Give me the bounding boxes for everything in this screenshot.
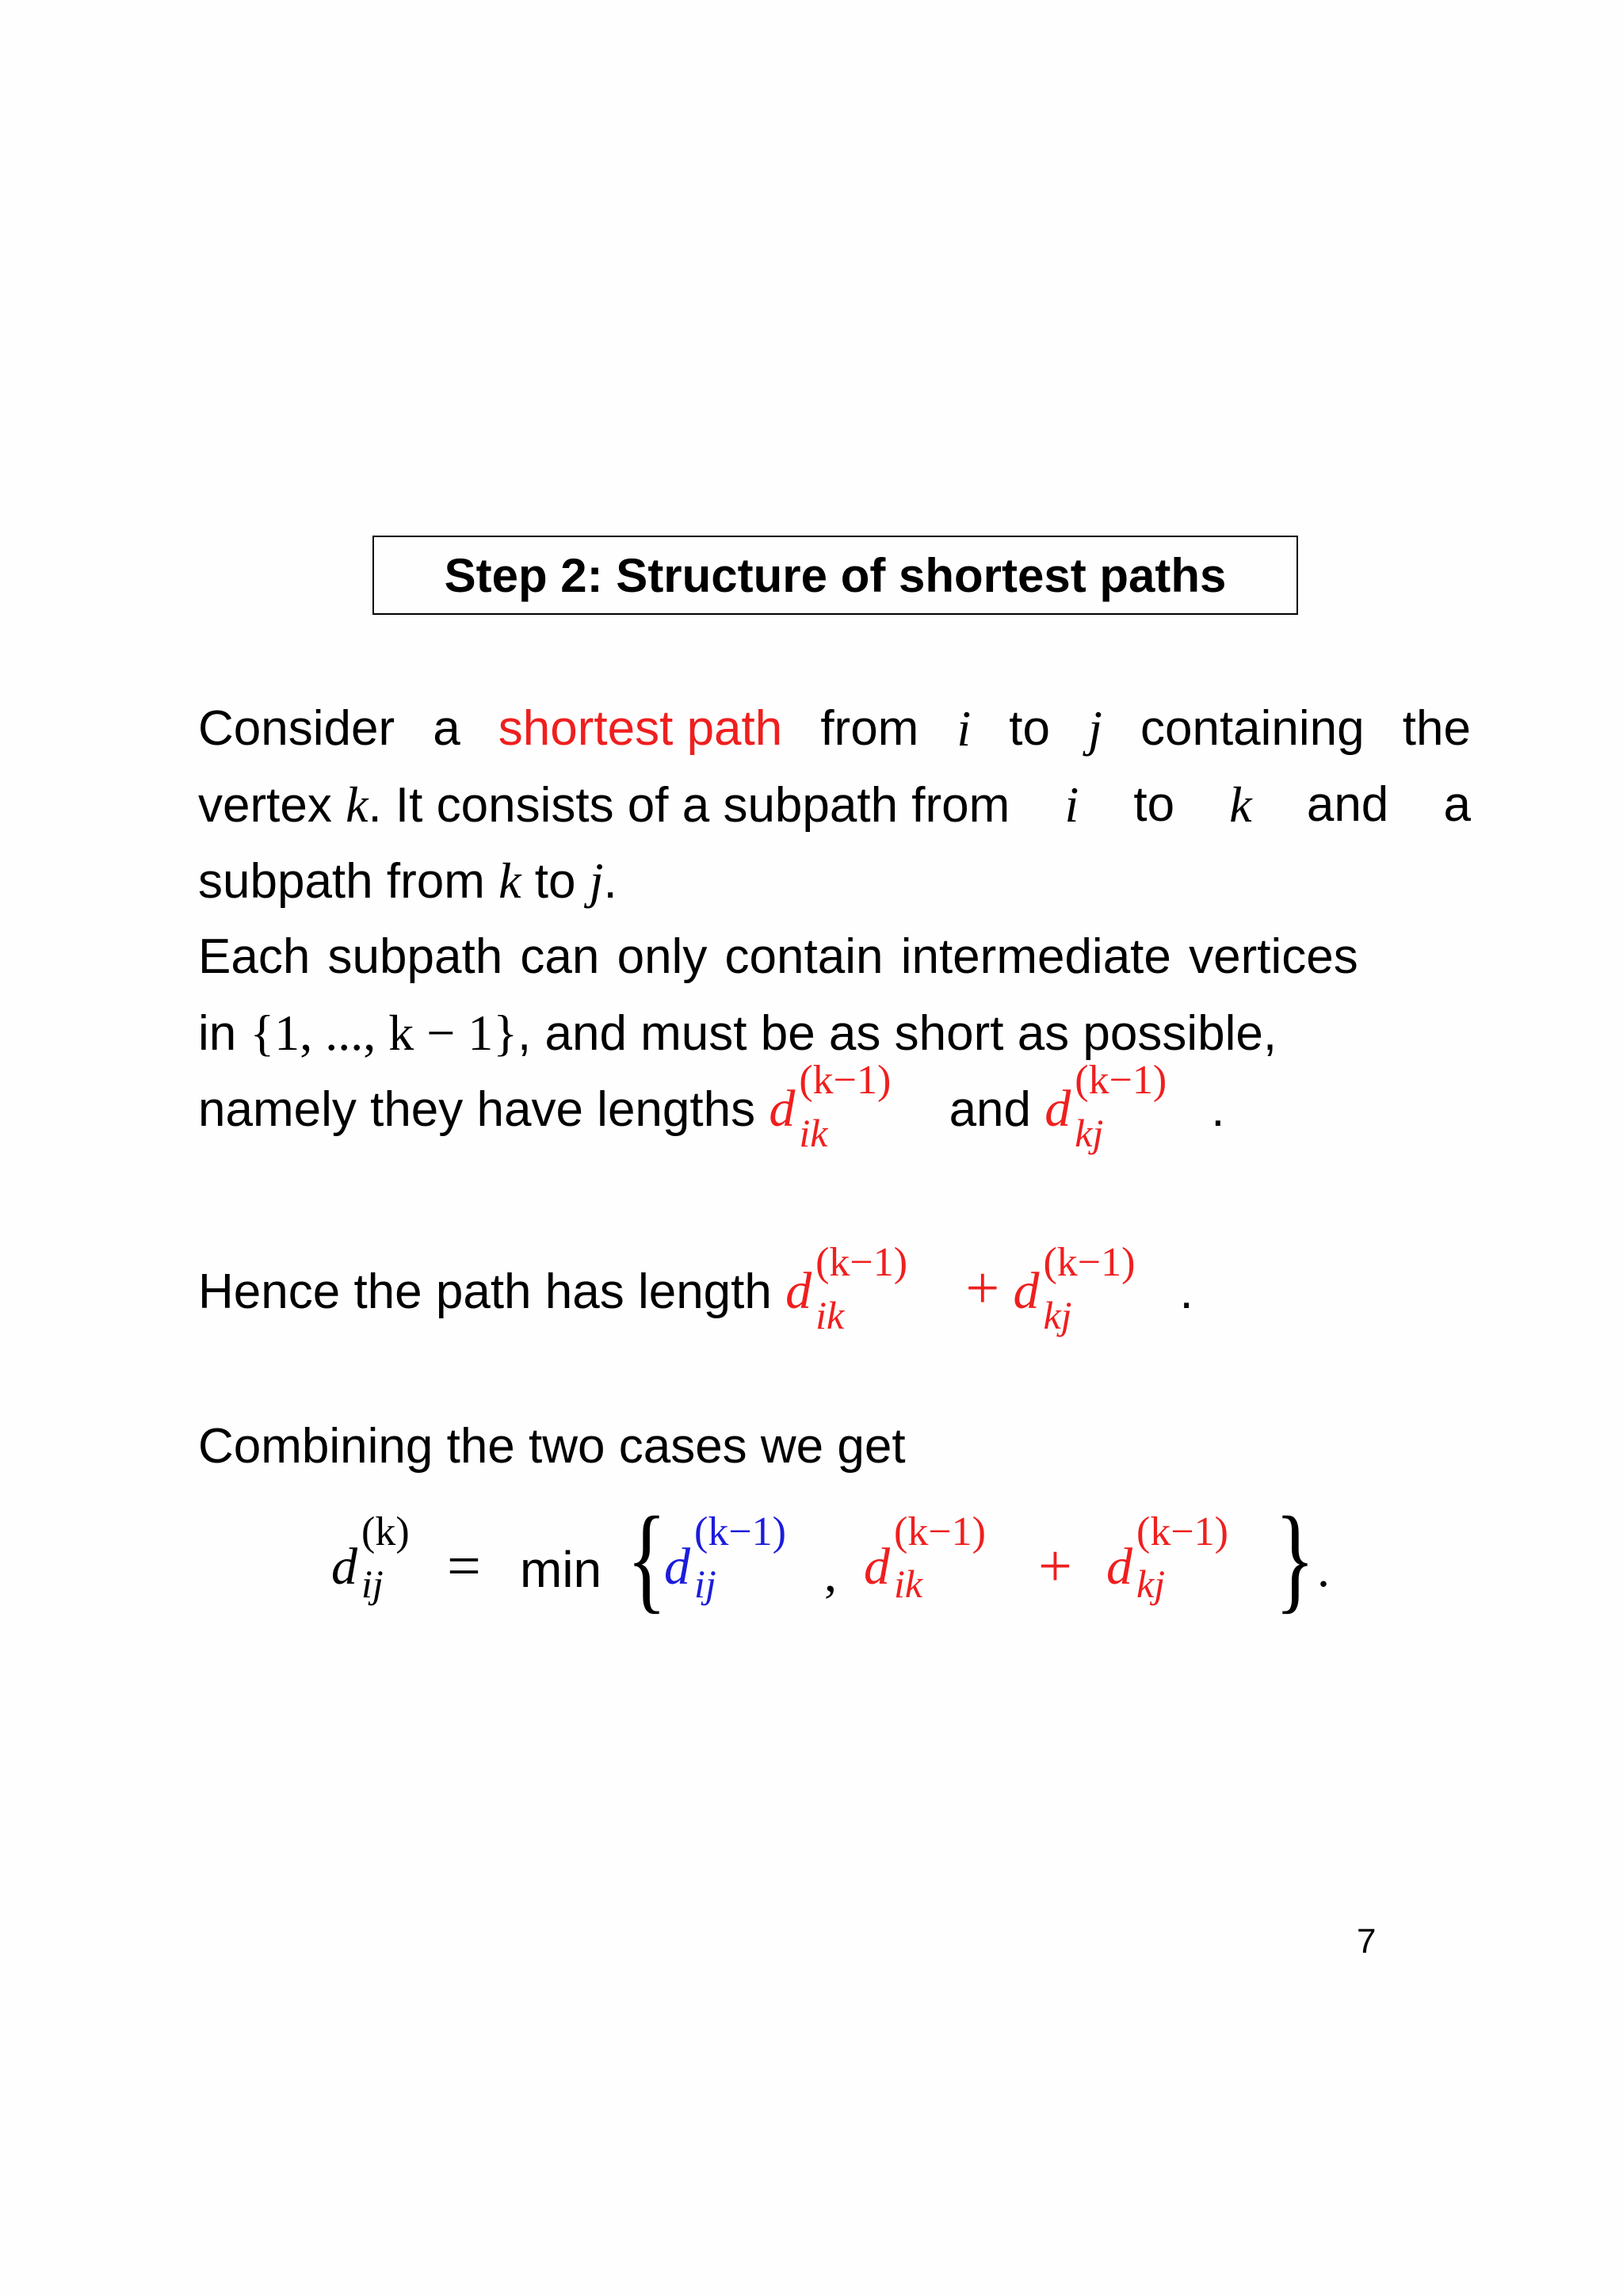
math-d-kj [1044, 1058, 1211, 1155]
math-k: k [346, 776, 369, 833]
math-d-ik-km1 [864, 1509, 986, 1606]
math-min: min [520, 1541, 602, 1598]
math-subscript: kj [1043, 1293, 1072, 1337]
text: a [1443, 777, 1471, 832]
math-k: k [498, 852, 521, 909]
math-superscript: (k−1) [815, 1240, 908, 1285]
math-d: d [1106, 1538, 1132, 1596]
paragraph-line [198, 1240, 1193, 1337]
math-d-ik [785, 1240, 952, 1337]
math-d: d [664, 1538, 690, 1596]
math-j: j [1088, 700, 1102, 757]
math-subscript: ij [361, 1562, 384, 1606]
math-d: d [331, 1538, 357, 1596]
math-d-kj-km1 [1106, 1509, 1228, 1606]
paragraph-line [198, 1409, 906, 1485]
math-d: d [864, 1538, 890, 1596]
math-d-kj [1013, 1240, 1179, 1337]
math-superscript: (k−1) [1075, 1058, 1167, 1103]
math-i: i [957, 700, 972, 757]
text: in [198, 1006, 237, 1061]
text: namely they have lengths [198, 1082, 756, 1137]
paragraph-line [198, 767, 1471, 843]
text: a [433, 701, 460, 756]
math-superscript: (k−1) [799, 1058, 892, 1103]
text: containing [1140, 701, 1365, 756]
text: Consider [198, 701, 395, 756]
math-d-ij-km1 [664, 1509, 786, 1606]
text: . [1211, 1082, 1225, 1137]
math-left-brace: { [626, 1493, 667, 1624]
text: , and must be as short as possible, [517, 1006, 1277, 1061]
paragraph-line [198, 691, 1471, 767]
math-superscript: (k−1) [694, 1509, 786, 1554]
math-subscript: ik [894, 1562, 923, 1606]
paragraph-line [198, 919, 1358, 995]
page-number: 7 [1357, 1922, 1377, 1961]
math-superscript: (k−1) [894, 1509, 986, 1554]
math-superscript: (k−1) [1043, 1240, 1136, 1285]
recurrence-formula [331, 1493, 1361, 1648]
math-k: k [1229, 776, 1252, 833]
highlight-shortest-path: shortest path [498, 701, 783, 756]
math-i: i [1064, 776, 1079, 833]
math-d: d [769, 1080, 796, 1138]
text: vertex [198, 778, 332, 833]
math-superscript: (k) [361, 1509, 410, 1554]
math-set: {1, ..., k − 1} [250, 1005, 518, 1061]
math-d: d [1013, 1262, 1040, 1320]
math-d-ij-k [331, 1509, 410, 1606]
math-comma: , [824, 1546, 837, 1602]
paragraph-line [198, 1058, 1225, 1155]
text: Each subpath can only contain intermediate vertices [198, 929, 1358, 984]
text: the [1402, 701, 1471, 756]
math-plus: + [1038, 1533, 1072, 1600]
text: to [1133, 777, 1175, 832]
paragraph-line [198, 843, 617, 919]
math-subscript: ij [694, 1562, 716, 1606]
text: from [820, 701, 919, 756]
math-superscript: (k−1) [1136, 1509, 1228, 1554]
math-equals: = [447, 1533, 481, 1600]
math-j: j [589, 852, 604, 909]
math-d: d [785, 1262, 812, 1320]
math-period: . [1317, 1541, 1330, 1597]
text: . It consists of a subpath from [368, 778, 1010, 833]
text: to [1009, 701, 1051, 756]
text: . [1179, 1264, 1193, 1319]
text: to [534, 854, 576, 909]
text: Combining the two cases we get [198, 1419, 906, 1474]
math-right-brace: } [1274, 1493, 1316, 1624]
text: and [1306, 777, 1389, 832]
math-subscript: ik [815, 1293, 845, 1337]
math-plus: + [965, 1255, 1000, 1322]
math-d-ik [769, 1058, 935, 1155]
slide-title: Step 2: Structure of shortest paths [372, 536, 1298, 615]
text: Hence the path has length [198, 1264, 772, 1319]
text: and [949, 1082, 1032, 1137]
math-subscript: kj [1075, 1111, 1104, 1155]
text: . [603, 854, 617, 909]
text: subpath from [198, 854, 485, 909]
math-subscript: ik [799, 1111, 828, 1155]
math-d: d [1044, 1080, 1071, 1138]
math-subscript: kj [1136, 1562, 1166, 1606]
